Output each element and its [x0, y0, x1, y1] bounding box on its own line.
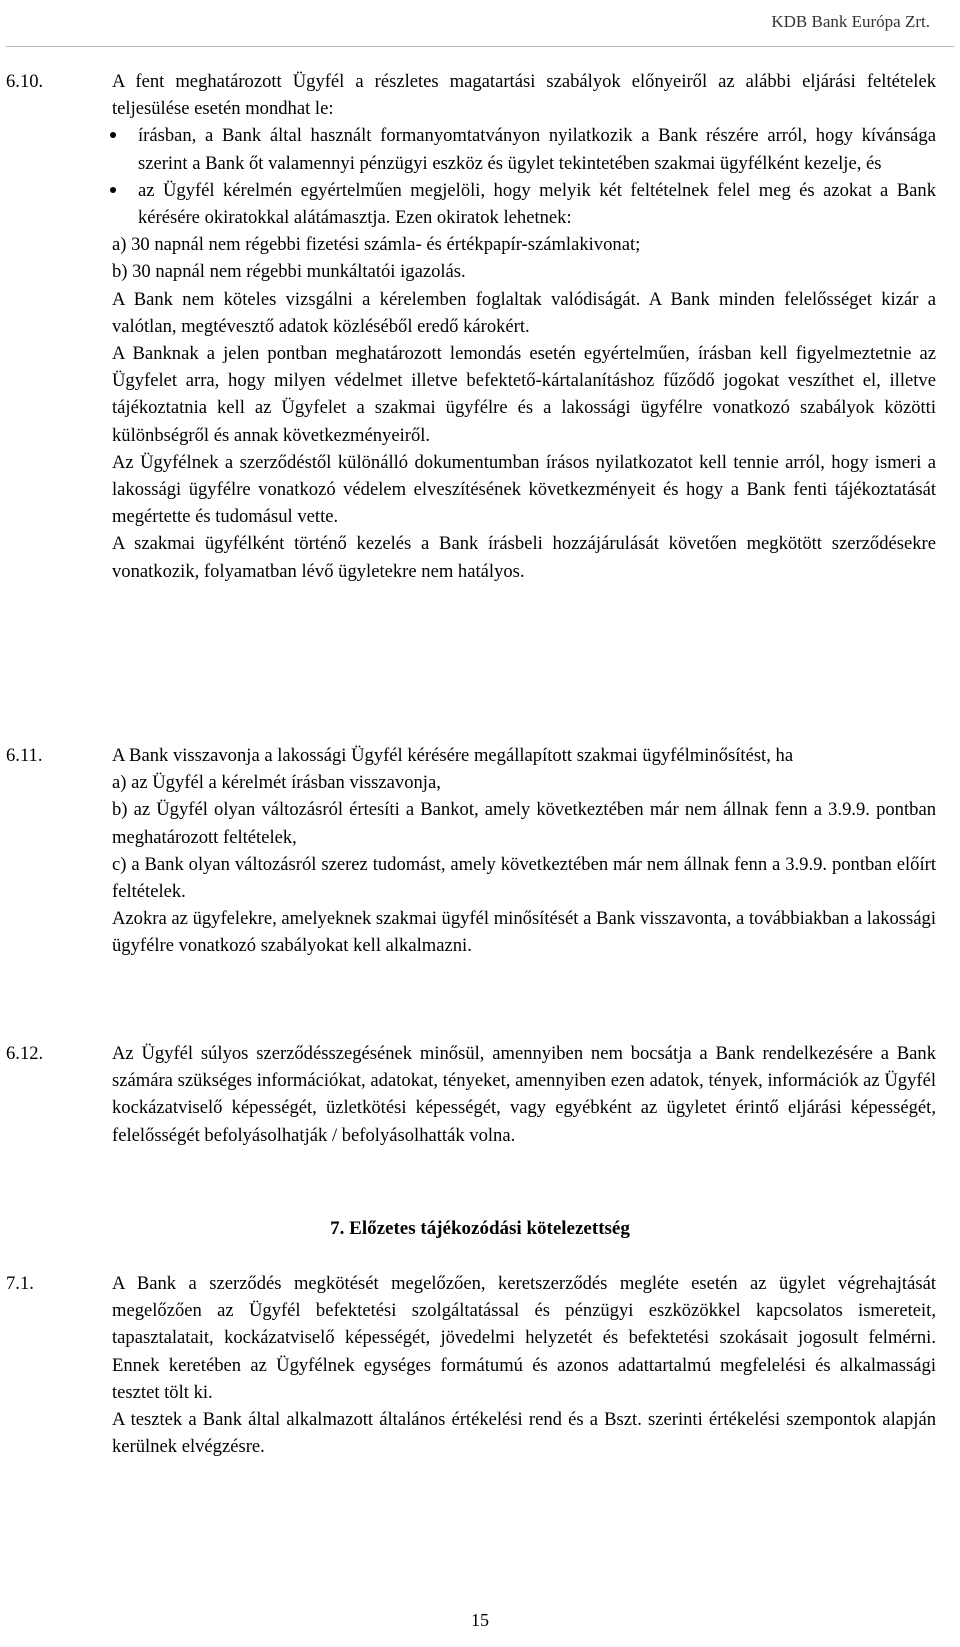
section-number: 7.1.: [6, 1273, 34, 1294]
paragraph: A tesztek a Bank által alkalmazott általános értékelési rend és a Bszt. szerinti értékelési szempontok alapján kerülnek elvégzésre.: [112, 1409, 936, 1458]
section-7-1: [6, 1270, 936, 1460]
section-intro: A fent meghatározott Ügyfél a részletes magatartási szabályok előnyeiről az alábbi eljárási feltételek teljesülése esetén mondhat le:: [112, 71, 936, 120]
bullet-icon: [110, 132, 116, 138]
list-item: b) 30 napnál nem régebbi munkáltatói igazolás.: [112, 261, 466, 283]
paragraph: A Bank a szerződés megkötését megelőzően, keretszerződés megléte esetén az ügylet végrehajtását megelőzően az Ügyfél befektetési szolgáltatással és pénzügyi eszközökkel kapcsolatos ismereteit, tapasztalatait, kockázatviselő képességét, jövedelmi helyzetét és befektetési szokásait jogosult felmérni. Ennek keretében az Ügyfélnek egységes formátumú és azonos adattartalmú megfelelési és alkalmassági tesztet tölt ki.: [112, 1273, 936, 1403]
list-item: a) az Ügyfél a kérelmét írásban visszavonja,: [112, 772, 441, 794]
paragraph: Az Ügyfélnek a szerződéstől különálló dokumentumban írásos nyilatkozatot kell tennie arról, hogy ismeri a lakossági ügyfélre vonatkozó védelem elveszítésének következményeit és hogy a Bank fenti tájékoztatását megértette és tudomásul vette.: [112, 451, 936, 528]
section-6-12: [6, 1040, 936, 1149]
section-intro: A Bank visszavonja a lakossági Ügyfél kérésére megállapított szakmai ügyfélminősítést, ha: [112, 745, 794, 766]
header-rule: [6, 46, 954, 47]
list-item: írásban, a Bank által használt formanyomtatványon nyilatkozik a Bank részére arról, hogy kívánsága szerint a Bank őt valamennyi pénzügyi eszköz és ügylet tekintetében szakmai ügyfélként kezelje, és: [138, 122, 936, 176]
bullet-icon: [110, 187, 116, 193]
page-header: KDB Bank Európa Zrt.: [771, 12, 930, 31]
paragraph: Az Ügyfél súlyos szerződésszegésének minősül, amennyiben nem bocsátja a Bank rendelkezésére a Bank számára szükséges információkat, adatokat, tényeket, amennyiben ezen adatok, tények, információk az Ügyfél kockázatviselő képességét, üzletkötési képességét, vagy egyébként az ügyletet érintő eljárási képességét, felelősségét befolyásolhatják / befolyásolhatták volna.: [112, 1043, 936, 1146]
section-6-11: [6, 742, 936, 960]
section-number: 6.12.: [6, 1043, 44, 1064]
bullet-list: [112, 122, 936, 231]
list-item: c) a Bank olyan változásról szerez tudomást, amely következtében már nem állnak fenn a 3.9.9. pontban előírt feltételek.: [112, 853, 936, 903]
list-item: az Ügyfél kérelmén egyértelműen megjelöli, hogy melyik két feltételnek felel meg és azokat a Bank kérésére okiratokkal alátámasztja. Ezen okiratok lehetnek:: [138, 177, 936, 231]
page-number: 15: [471, 1610, 489, 1630]
list-item: b) az Ügyfél olyan változásról értesíti a Bankot, amely következtében már nem állnak fenn a 3.9.9. pontban meghatározott feltételek,: [112, 799, 936, 848]
paragraph: Azokra az ügyfelekre, amelyeknek szakmai ügyfél minősítését a Bank visszavonta, a továbbiakban a lakossági ügyfélre vonatkozó szabályokat kell alkalmazni.: [112, 908, 936, 957]
chapter-title: 7. Előzetes tájékozódási kötelezettség: [330, 1218, 630, 1239]
section-number: 6.11.: [6, 745, 43, 766]
section-6-10: [6, 68, 936, 585]
paragraph: A Banknak a jelen pontban meghatározott lemondás esetén egyértelműen, írásban kell figyelmeztetnie az Ügyfelet arra, hogy milyen védelmet illetve befektető-kártalanításhoz fűződő jogokat veszíthet el, illetve tájékoztatnia kell az Ügyfelet a szakmai ügyfélre és a lakossági ügyfélre vonatkozó szabályok közötti különbségről és annak következményeiről.: [112, 343, 936, 446]
list-item: a) 30 napnál nem régebbi fizetési számla- és értékpapír-számlakivonat;: [112, 234, 641, 256]
paragraph: A szakmai ügyfélként történő kezelés a Bank írásbeli hozzájárulását követően megkötött szerződésekre vonatkozik, folyamatban lévő ügyletekre nem hatályos.: [112, 533, 936, 582]
section-number: 6.10.: [6, 71, 44, 92]
paragraph: A Bank nem köteles vizsgálni a kérelemben foglaltak valódiságát. A Bank minden felelősséget kizár a valótlan, megtévesztő adatok közléséből eredő károkért.: [112, 288, 936, 337]
